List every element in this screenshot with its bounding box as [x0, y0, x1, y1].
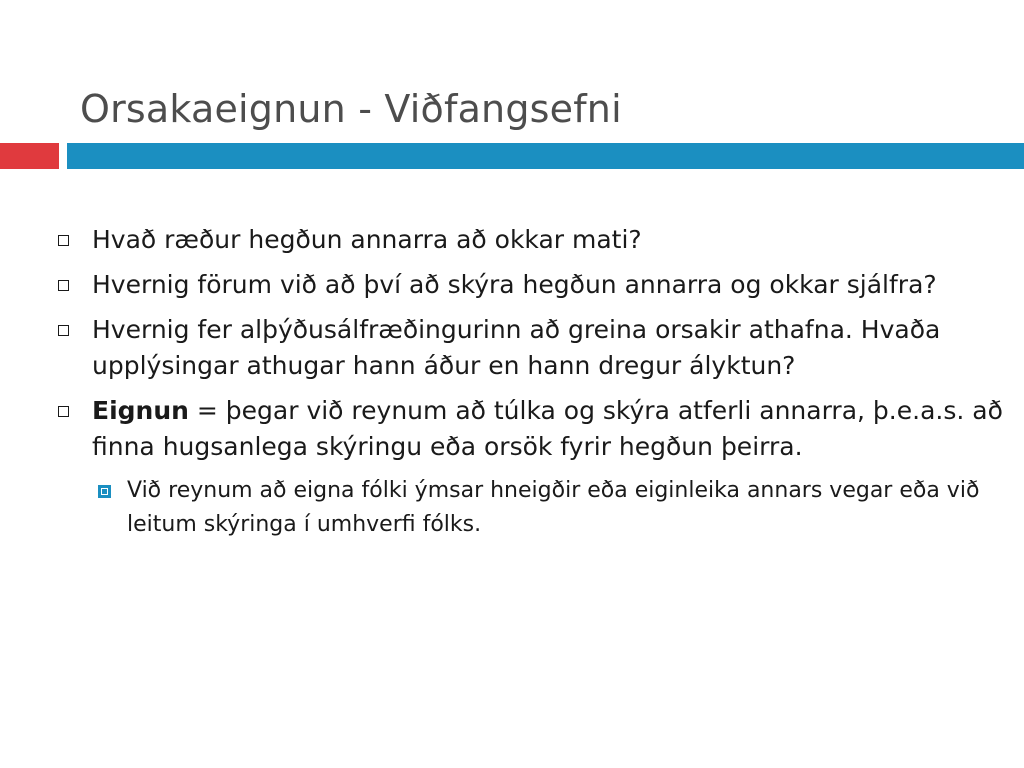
sub-bullet-text: Við reynum að eigna fólki ýmsar hneigðir eða eiginleika annars vegar eða við leitum skýringa í umhverfi fólks. — [127, 478, 980, 537]
bullet-item — [58, 222, 1003, 258]
square-bullet-icon — [58, 325, 69, 336]
bullet-item — [58, 393, 1003, 465]
bullet-item — [58, 312, 1003, 384]
sub-bullet-item — [96, 474, 1003, 542]
bullet-text: = þegar við reynum að túlka og skýra atferli annarra, þ.e.a.s. að finna hugsanlega skýringu eða orsök fyrir hegðun þeirra. — [92, 396, 1003, 461]
accent-bar-red — [0, 143, 59, 169]
bullet-text: Hvernig förum við að því að skýra hegðun annarra og okkar sjálfra? — [92, 270, 937, 299]
square-bullet-icon — [58, 235, 69, 246]
slide-title: Orsakaeignun - Viðfangsefni — [80, 87, 622, 132]
bullet-item — [58, 267, 1003, 303]
accent-bar-blue — [67, 143, 1024, 169]
slide-content — [58, 222, 1003, 542]
bullet-text: Hvernig fer alþýðusálfræðingurinn að greina orsakir athafna. Hvaða upplýsingar athugar hann áður en hann dregur ályktun? — [92, 315, 941, 380]
square-bullet-icon — [58, 406, 69, 417]
bold-term: Eignun — [92, 396, 189, 425]
bullet-text: Hvað ræður hegðun annarra að okkar mati? — [92, 225, 642, 254]
square-bullet-icon — [58, 280, 69, 291]
filled-square-bullet-icon — [98, 485, 111, 498]
